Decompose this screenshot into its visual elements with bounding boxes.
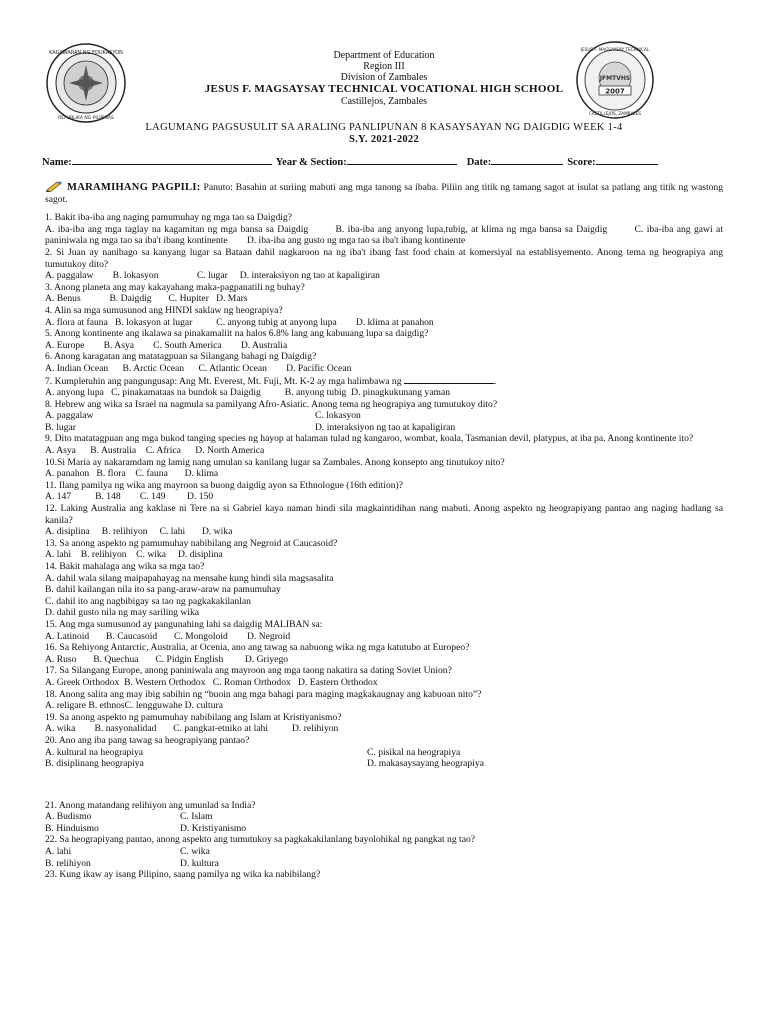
q2-choices: A. paggalaw B. lokasyon C. lugar D. interaksiyon ng tao at kapaligiran xyxy=(45,270,380,282)
q14-choice-c: C. dahil ito ang nagbibigay sa tao ng pagkakakilanlan xyxy=(45,595,251,607)
question-15: 15. Ang mga sumusunod ay pangunahing lahi sa daigdig MALIBAN sa: xyxy=(45,618,323,630)
date-field[interactable] xyxy=(491,155,563,165)
question-5: 5. Anong kontinente ang ikalawa sa pinakamaliit na halos 6.8% lang ang kabuuang lupa sa daigdig? xyxy=(45,328,429,340)
question-12: 12. Laking Australia ang kaklase ni Tere na si Gabriel kaya naman hindi sila magkaintidihan nang mabuti. Anong aspekto ng heograpiyang pantao ang naging hadlang sa kanila? xyxy=(45,503,723,526)
q20-choice-b: B. disiplinang heograpiya xyxy=(45,758,144,770)
q22-choices-row2 xyxy=(45,858,723,870)
q20-choice-d: D. makasaysayang heograpiya xyxy=(367,758,484,770)
score-field[interactable] xyxy=(596,155,658,165)
q22-choice-a: A. lahi xyxy=(45,846,72,858)
year-section-label: Year & Section: xyxy=(275,157,347,168)
date-label: Date: xyxy=(466,157,492,168)
region-name: Region III xyxy=(363,61,405,72)
question-8: 8. Hebrew ang wika sa Israel na nagmula sa pamilyang Afro-Asiatic. Anong tema ng heograpiya ang tumutukoy dito? xyxy=(45,398,498,410)
q18-choices: A. religare B. ethnosC. lengguwahe D. cultura xyxy=(45,700,223,712)
q22-choice-b: B. relihiyon xyxy=(45,857,91,869)
q8-choice-a: A. paggalaw xyxy=(45,410,94,422)
q21-choice-d: D. Kristiyanismo xyxy=(180,822,247,834)
q8-choice-d: D. interaksiyon ng tao at kapaligiran xyxy=(315,421,456,433)
year-section-field[interactable] xyxy=(347,155,457,165)
q21-choice-b: B. Hinduismo xyxy=(45,822,99,834)
division-name: Division of Zambales xyxy=(340,72,428,83)
school-year: S.Y. 2021-2022 xyxy=(348,134,420,145)
svg-text:2007: 2007 xyxy=(605,87,625,96)
question-22: 22. Sa heograpiyang pantao, anong aspekto ang tumutukoy sa pagkakakilanlang bayolohikal ng pangkat ng tao? xyxy=(45,834,476,846)
instructions xyxy=(45,180,723,205)
q7-choices: A. anyong lupa C. pinakamataas na bundok sa Daigdig B. anyong tubig D. pinagkukunang yaman xyxy=(45,387,450,399)
q20-choice-c: C. pisikal na heograpiya xyxy=(367,746,461,758)
q22-choice-d: D. kultura xyxy=(180,857,219,869)
school-location: Castillejos, Zambales xyxy=(340,96,428,107)
question-7: 7. Kumpletuhin ang pangungusap: Ang Mt. Everest, Mt. Fuji, Mt. K-2 ay mga halimbawa ng . xyxy=(45,375,497,387)
q15-choices: A. Latinoid B. Caucasoid C. Mongoloid D. Negroid xyxy=(45,630,291,642)
q14-choice-d: D. dahil gusto nila ng may sariling wika xyxy=(45,607,200,619)
q22-choices-row1 xyxy=(45,846,723,858)
q13-choices: A. lahi B. relihiyon C. wika D. disiplina xyxy=(45,549,223,561)
question-11: 11. Ilang pamilya ng wika ang mayroon sa buong daigdig ayon sa Ethnologue (16th edition)? xyxy=(45,479,403,491)
q21-choice-a: A. Budismo xyxy=(45,811,92,823)
q7-text: 7. Kumpletuhin ang pangungusap: Ang Mt. Everest, Mt. Fuji, Mt. K-2 ay mga halimbawa ng xyxy=(45,375,402,387)
question-20: 20. Ano ang iba pang tawag sa heograpiyang pantao? xyxy=(45,734,250,746)
svg-text:CASTILLEJOS, ZAMBALES: CASTILLEJOS, ZAMBALES xyxy=(588,111,642,116)
question-19: 19. Sa anong aspekto ng pamumuhay nabibilang ang Islam at Kristiyanismo? xyxy=(45,711,342,723)
q5-choices: A. Europe B. Asya C. South America D. Australia xyxy=(45,339,288,351)
q3-choices: A. Benus B. Daigdig C. Hupiter D. Mars xyxy=(45,293,248,305)
dept-name: Department of Education xyxy=(333,50,435,61)
q16-choices: A. Ruso B. Quechua C. Pidgin English D. Griyego xyxy=(45,653,289,665)
q21-choices-row1 xyxy=(45,811,723,823)
q22-choice-c: C. wika xyxy=(180,846,210,858)
q1-choices: A. iba-iba ang mga taglay na kagamitan ng mga bansa sa Daigdig B. iba-iba ang anyong lupa,tubig, at klima ng mga bansa sa Daigdig C. iba-iba ang gawi at paniniwala ng mga tao sa iba't ibang kontinente D. iba-iba ang gusto ng mga tao sa iba't ibang kontinente xyxy=(45,223,726,247)
q19-choices: A. wika B. nasyonalidad C. pangkat-etniko at lahi D. relihiyon xyxy=(45,723,339,735)
score-label: Score: xyxy=(567,157,596,168)
q17-choices: A. Greek Orthodox B. Western Orthodox C. Roman Orthodox D. Eastern Orthodox xyxy=(45,676,378,688)
q14-choice-a: A. dahil wala silang maipapahayag na mensahe kung hindi sila magsasalita xyxy=(45,572,334,584)
q7-answer-blank[interactable] xyxy=(404,375,494,384)
q8-choices-row1 xyxy=(45,410,723,422)
exam-title: LAGUMANG PAGSUSULIT SA ARALING PANLIPUNAN 8 KASAYSAYAN NG DAIGDIG WEEK 1-4 xyxy=(145,122,623,133)
q20-choices-row1 xyxy=(45,747,723,759)
question-1: 1. Bakit iba-iba ang naging pamumuhay ng mga tao sa Daigdig? xyxy=(45,212,292,224)
q20-choices-row2 xyxy=(45,758,723,770)
question-13: 13. Sa anong aspekto ng pamumuhay nabibilang ang Negroid at Caucasoid? xyxy=(45,537,338,549)
instructions-text: Panuto: Basahin at suriing mabuti ang mga tanong sa ibaba. Piliin ang titik ng tamang sagot at isulat sa patlang ang titik ng wastong sagot. xyxy=(45,182,723,205)
q8-choices-row2 xyxy=(45,422,723,434)
q14-choice-b: B. dahil kailangan nila ito sa pang-araw-araw na pamumuhay xyxy=(45,584,281,596)
instructions-heading: MARAMIHANG PAGPILI: xyxy=(67,182,201,193)
svg-text:JESUS F. MAGSAYSAY TECHNICAL: JESUS F. MAGSAYSAY TECHNICAL xyxy=(580,47,650,52)
question-10: 10.Si Maria ay nakaramdam ng lamig nang umulan sa kanilang lugar sa Zambales. Anong konsepto ang tinutukoy nito? xyxy=(45,456,505,468)
q6-choices: A. Indian Ocean B. Arctic Ocean C. Atlantic Ocean D. Pacific Ocean xyxy=(45,362,352,374)
question-6: 6. Anong karagatan ang matatagpuan sa Silangang bahagi ng Daigdig? xyxy=(45,351,317,363)
svg-text:REPUBLIKA NG PILIPINAS: REPUBLIKA NG PILIPINAS xyxy=(58,116,114,121)
q20-choice-a: A. kultural na heograpiya xyxy=(45,746,144,758)
student-info-row xyxy=(42,155,732,168)
name-field[interactable] xyxy=(72,155,272,165)
question-3: 3. Anong planeta ang may kakayahang maka-pagpanatili ng buhay? xyxy=(45,281,305,293)
question-23: 23. Kung ikaw ay isang Pilipino, saang pamilya ng wika ka nabibilang? xyxy=(45,869,321,881)
question-4: 4. Alin sa mga sumusunod ang HINDI saklaw ng heograpiya? xyxy=(45,304,283,316)
q21-choices-row2 xyxy=(45,823,723,835)
question-17: 17. Sa Silangang Europe, anong paniniwala ang mayroon ang mga taong nakatira sa dating Soviet Union? xyxy=(45,665,452,677)
q10-choices: A. panahon B. flora C. fauna D. klima xyxy=(45,468,219,480)
svg-text:KAGAWARAN NG EDUKASYON: KAGAWARAN NG EDUKASYON xyxy=(49,50,123,56)
questions-content xyxy=(45,180,726,881)
q21-choice-c: C. Islam xyxy=(180,811,213,823)
question-18: 18. Anong salita ang may ibig sabihin ng “buoin ang mga bahagi para maging magkakaugnay ang kabuoan nito”? xyxy=(45,688,482,700)
q9-choices: A. Asya B. Australia C. Africa D. North America xyxy=(45,445,265,457)
question-21: 21. Anong matandang relihiyon ang umunlad sa India? xyxy=(45,799,256,811)
question-9: 9. Dito matatagpuan ang mga bukod tanging species ng hayop at halaman tulad ng kangaroo, wombat, koala, Tasmanian devil, platypus, at iba pa. Anong kontinente ito? xyxy=(45,433,694,445)
question-2: 2. Si Juan ay nanibago sa kanyang lugar sa Bataan dahil nagkaroon na ng iba't ibang fast food chain at komersiyal na establisyemento. Anong tema ng heograpiya ang tumutukoy dito? xyxy=(45,246,723,270)
q8-choice-b: B. lugar xyxy=(45,421,76,433)
school-name: JESUS F. MAGSAYSAY TECHNICAL VOCATIONAL HIGH SCHOOL xyxy=(204,83,564,95)
question-14: 14. Bakit mahalaga ang wika sa mga tao? xyxy=(45,561,205,572)
question-16: 16. Sa Rehiyong Antarctic, Australia, at Ocenia, ano ang tawag sa nabuong wika ng mga katutubo at Europeo? xyxy=(45,642,470,654)
q8-choice-c: C. lokasyon xyxy=(315,410,361,422)
name-label: Name: xyxy=(42,157,72,168)
q4-choices: A. flora at fauna B. lokasyon at lugar C. anyong tubig at anyong lupa D. klima at panahon xyxy=(45,316,434,328)
pencil-icon xyxy=(45,180,63,192)
q12-choices: A. disiplina B. relihiyon C. lahi D. wika xyxy=(45,526,233,538)
q11-choices: A. 147 B. 148 C. 149 D. 150 xyxy=(45,491,214,503)
svg-text:JFMTVHS: JFMTVHS xyxy=(599,75,631,82)
